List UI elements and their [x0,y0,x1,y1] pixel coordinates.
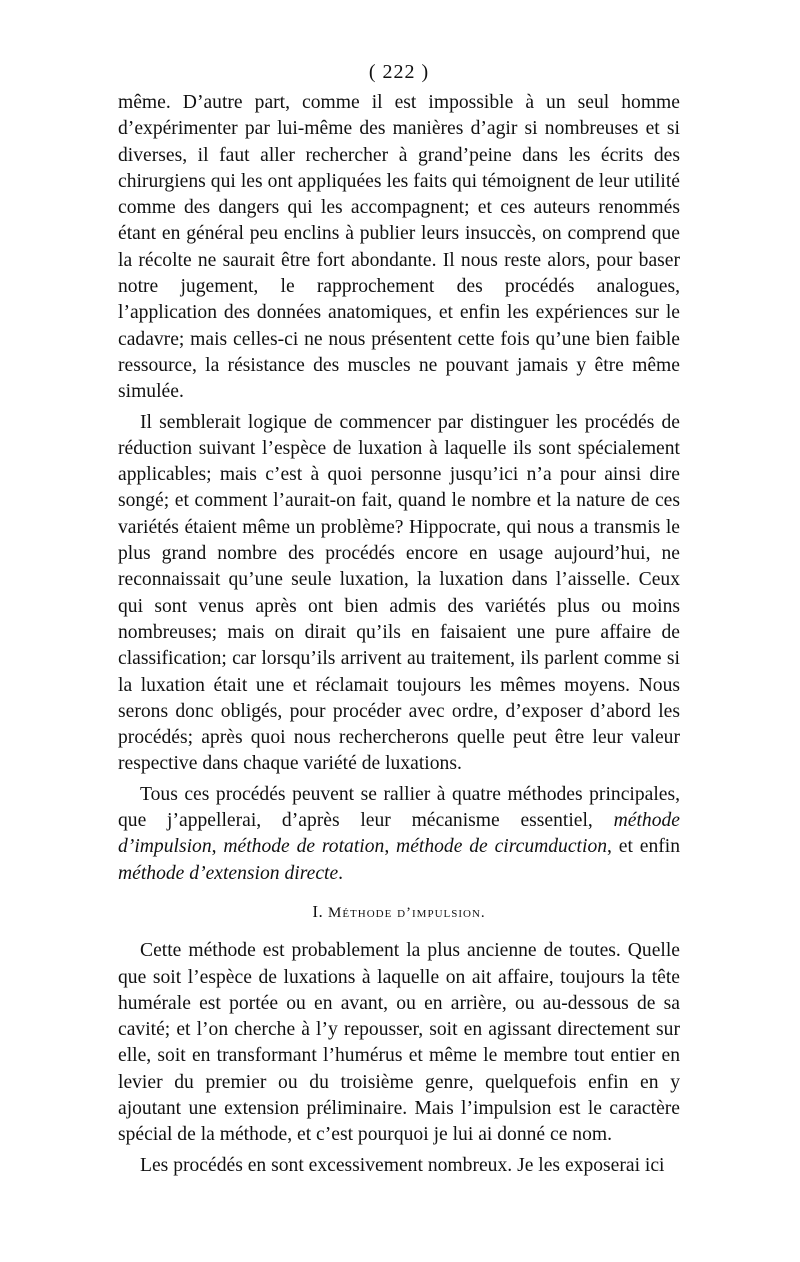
separator: . [338,862,344,884]
method-rotation: méthode de rotation [223,836,385,858]
section-heading [118,899,680,926]
book-page [118,58,680,1179]
paragraph-1: même. D’autre part, comme il est impossible à un seul homme d’expérimenter par lui-même des manières d’agir si nombreuses et si diverses, il faut aller rechercher à grand’peine dans les écrits des chirurgiens qui les ont appliquées les faits qui témoignent de leur utilité comme des dangers qui les accompagnent; et ces auteurs renommés étant en général peu enclins à publier leurs insuccès, on comprend que la récolte ne saurait être fort abondante. Il nous reste alors, pour baser notre jugement, le rapprochement des procédés analogues, l’application des données anatomiques, et enfin les expériences sur le cadavre; mais celles-ci ne nous présentent cette fois qu’une bien faible ressource, la résistance des muscles ne pouvant jamais y être même simulée. [118,92,680,403]
method-impulsion: méthode d’impulsion [118,810,680,858]
paragraph-5: Les procédés en sont excessivement nombreux. Je les exposerai ici [140,1154,665,1176]
paragraph-4: Cette méthode est probablement la plus ancienne de toutes. Quelle que soit l’espèce de luxations à laquelle on ait affaire, toujours la tête humérale est portée ou en avant, ou en arrière, ou au-dessous de sa cavité; et l’on cherche à l’y repousser, soit en agissant directement sur elle, soit en transformant l’humérus et même le membre tout entier en levier du premier ou du troisième genre, quelquefois enfin en y ajoutant une extension préliminaire. Mais l’impulsion est le caractère spécial de la méthode, et c’est pourquoi je lui ai donné ce nom. [118,940,680,1146]
separator: , [211,836,224,858]
page-number: ( 222 ) [368,61,430,83]
method-extension-directe: méthode d’extension directe [118,862,339,884]
paragraph-3-text: Tous ces procédés peuvent se rallier à quatre méthodes principales, que j’appellerai, d’après leur mécanisme essentiel, [118,783,680,832]
separator: , et enfin [607,836,681,858]
method-circumduction: méthode de circumduction [396,836,608,858]
paragraph-2: Il semblerait logique de commencer par distinguer les procédés de réduction suivant l’espèce de luxation à laquelle ils sont spécialement applicables; mais c’est à quoi personne jusqu’ici n’a pour ainsi dire songé; et comment l’aurait-on fait, quand le nombre et la nature de ces variétés étaient même un problème? Hippocrate, qui nous a transmis le plus grand nombre des procédés encore en usage aujourd’hui, ne reconnaissait qu’une seule luxation, la luxation dans l’aisselle. Ceux qui sont venus après ont bien admis des variétés plus ou moins nombreuses; mais on dirait qu’ils en faisaient une pure affaire de classification; car lorsqu’ils arrivent au traitement, ils parlent comme si la luxation était une et réclamait toujours les mêmes moyens. Nous serons donc obligés, pour procéder avec ordre, d’exposer d’abord les procédés; après quoi nous rechercherons quelle peut être leur valeur respective dans chaque variété de luxations. [118,411,680,775]
separator: , [384,836,397,858]
section-number: I. [312,901,324,921]
paragraph-3 [118,782,680,887]
section-title: Méthode d’impulsion. [328,904,486,921]
